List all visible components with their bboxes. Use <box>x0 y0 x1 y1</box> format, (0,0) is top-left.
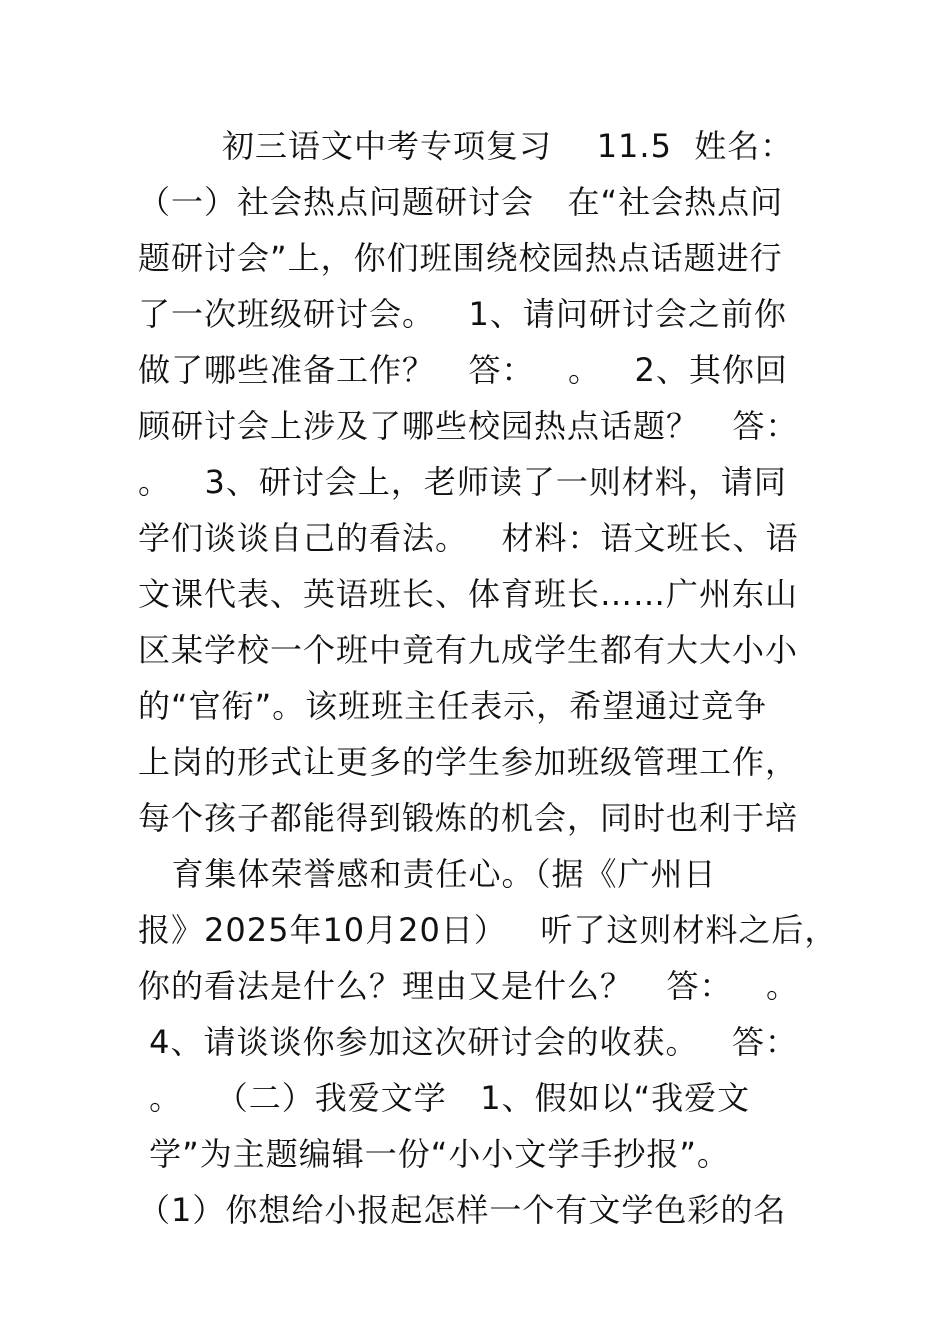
text-line: 区某学校一个班中竟有九成学生都有大大小小 <box>138 631 799 669</box>
text-line: 报》2025年10月20日） 听了这则材料之后， <box>138 911 838 949</box>
text-line: 了一次班级研讨会。 1、请问研讨会之前你 <box>138 295 787 333</box>
text-line: 你的看法是什么？理由又是什么？ 答： 。 <box>138 967 800 1005</box>
text-line: 学们谈谈自己的看法。 材料：语文班长、语 <box>138 519 799 557</box>
text-line: 4、请谈谈你参加这次研讨会的收获。 答： <box>138 1023 799 1061</box>
text-line: 题研讨会”上，你们班围绕校园热点话题进行 <box>138 239 783 277</box>
text-line: 上岗的形式让更多的学生参加班级管理工作， <box>138 743 799 781</box>
text-line: 每个孩子都能得到锻炼的机会，同时也利于培 <box>138 799 799 837</box>
text-line: 的“官衔”。该班班主任表示，希望通过竞争 <box>138 687 768 725</box>
text-line: 顾研讨会上涉及了哪些校园热点话题？ 答： <box>138 407 799 445</box>
text-line: 育集体荣誉感和责任心。（据《广州日 <box>138 855 717 893</box>
text-line: 文课代表、英语班长、体育班长……广州东山 <box>138 575 799 613</box>
text-line: （1）你想给小报起怎样一个有文学色彩的名 <box>138 1191 787 1229</box>
document-title-line: 初三语文中考专项复习 11.5 姓名： <box>222 127 794 165</box>
text-line: 学”为主题编辑一份“小小文学手抄报”。 <box>138 1135 730 1173</box>
text-line: 。 3、研讨会上，老师读了一则材料，请同 <box>138 463 787 501</box>
text-line: 做了哪些准备工作？ 答： 。 2、其你回 <box>138 351 788 389</box>
text-line: （一）社会热点问题研讨会 在“社会热点问 <box>138 183 784 221</box>
text-line: 。 （二）我爱文学 1、假如以“我爱文 <box>138 1079 751 1117</box>
